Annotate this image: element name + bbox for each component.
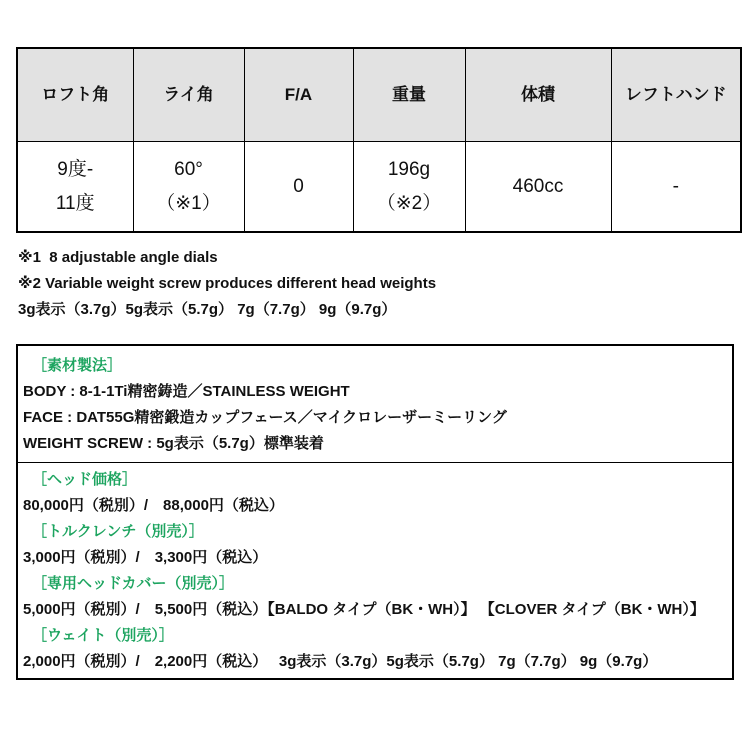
pricing-section	[18, 463, 732, 678]
header-lie-angle	[133, 48, 244, 142]
footnote-weight-variants: 3g表示（3.7g）5g表示（5.7g） 7g（7.7g） 9g（9.7g）	[18, 301, 397, 318]
material-heading: ［素材製法］	[32, 357, 123, 374]
footnote-2: ※2 Variable weight screw produces different head weights	[18, 275, 437, 292]
head-cover-line: 5,000円（税別）/ 5,500円（税込）【BALDO タイプ（BK・WH）】 【CLOVER タイプ（BK・WH）】	[23, 601, 705, 618]
header-label: 体積	[521, 85, 555, 104]
material-weight-screw-line: WEIGHT SCREW : 5g表示（5.7g）標準装着	[23, 435, 324, 452]
head-price-line: 80,000円（税別）/ 88,000円（税込）	[23, 497, 284, 514]
cell-value: 460cc	[512, 175, 564, 197]
cell-weight	[353, 142, 465, 233]
spec-table-value-row	[17, 142, 741, 233]
cell-value: （※1）	[156, 192, 221, 214]
torque-wrench-line: 3,000円（税別）/ 3,300円（税込）	[23, 549, 268, 566]
details-box	[16, 344, 734, 680]
header-label: ロフト角	[41, 85, 110, 104]
header-loft-angle	[17, 48, 133, 142]
cell-lie-angle	[133, 142, 244, 233]
header-label: F/A	[284, 85, 313, 104]
spec-table-header-row	[17, 48, 741, 142]
header-label: 重量	[392, 85, 426, 104]
cell-volume	[465, 142, 611, 233]
cell-left-hand	[611, 142, 741, 233]
material-face-line: FACE : DAT55G精密鍛造カップフェース／マイクロレーザーミーリング	[23, 409, 507, 426]
header-volume	[465, 48, 611, 142]
cell-value: （※2）	[376, 192, 442, 214]
cell-value: 0	[293, 175, 304, 197]
head-price-heading: ［ヘッド価格］	[32, 471, 138, 488]
header-label: レフトハンド	[624, 85, 727, 104]
cell-fa	[244, 142, 353, 233]
footnote-1: ※1 8 adjustable angle dials	[18, 249, 218, 266]
footnotes	[18, 245, 738, 323]
header-label: ライ角	[163, 85, 214, 104]
material-body-line: BODY : 8-1-1Ti精密鋳造／STAINLESS WEIGHT	[23, 383, 350, 400]
header-fa	[244, 48, 353, 142]
cell-value: 60°	[174, 158, 203, 180]
weight-option-line: 2,000円（税別）/ 2,200円（税込） 3g表示（3.7g）5g表示（5.7g） 7g（7.7g） 9g（9.7g）	[23, 653, 658, 670]
torque-wrench-heading: ［トルクレンチ（別売）］	[32, 523, 204, 540]
spec-table	[16, 47, 742, 233]
header-left-hand	[611, 48, 741, 142]
cell-value: 11度	[55, 192, 95, 214]
cell-value: -	[672, 175, 679, 197]
cell-value: 196g	[387, 158, 431, 180]
cell-loft-angle	[17, 142, 133, 233]
head-cover-heading: ［専用ヘッドカバー（別売）］	[32, 575, 235, 592]
weight-option-heading: ［ウェイト（別売）］	[32, 627, 174, 644]
material-section	[18, 346, 732, 463]
header-weight	[353, 48, 465, 142]
cell-value: 9度-	[57, 158, 94, 180]
